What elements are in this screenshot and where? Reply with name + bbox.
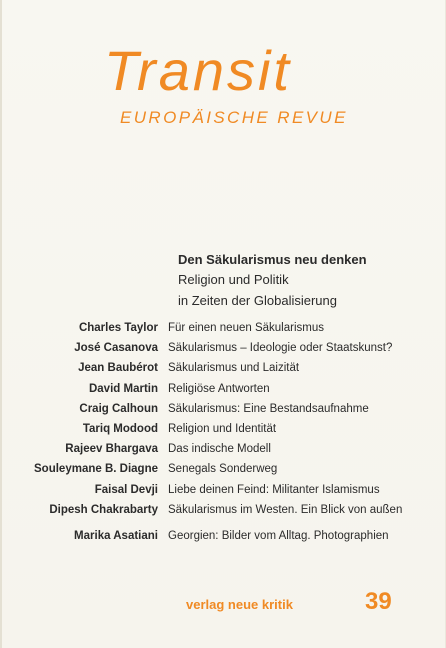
toc-row [0,399,446,419]
toc-title: Senegals Sonderweg [168,463,278,476]
toc-title: Religion und Identität [168,423,277,436]
toc-title: Für einen neuen Säkularismus [168,322,324,335]
publisher-name: verlag neue kritik [186,597,293,612]
toc-row [0,379,446,399]
toc-title: Säkularismus im Westen. Ein Blick von außen [168,503,403,516]
toc-row [0,358,446,378]
toc-row [0,480,446,500]
toc-title: Das indische Modell [168,443,271,456]
toc-author: Charles Taylor [78,322,158,335]
toc-row [0,318,446,338]
toc-author: Souleymane B. Diagne [34,463,158,476]
theme-subtitle-line1: Religion und Politik [178,272,289,287]
logo-title: Transit [104,39,292,102]
toc-title: Religiöse Antworten [168,382,270,395]
toc-author: Craig Calhoun [79,402,158,415]
toc-row [0,526,446,546]
toc-row [0,500,446,520]
toc-author: Tariq Modood [82,423,158,436]
theme-block [178,250,428,311]
toc-author: Rajeev Bhargava [65,443,158,456]
toc-row [0,419,446,439]
toc-author: Faisal Devji [94,483,158,496]
toc-title: Säkularismus – Ideologie oder Staatskunst? [168,342,393,355]
toc-title: Liebe deinen Feind: Militanter Islamismus [168,483,380,496]
toc-author: Dipesh Chakrabarty [49,503,158,516]
toc-title: Georgien: Bilder vom Alltag. Photographien [168,529,389,542]
toc-author: Marika Asatiani [74,529,158,542]
theme-title: Den Säkularismus neu denken [178,252,367,267]
table-of-contents [0,318,446,546]
toc-row [0,439,446,459]
theme-subtitle-line2: in Zeiten der Globalisierung [178,293,337,308]
toc-author: José Casanova [74,342,158,355]
logo-subtitle: EUROPÄISCHE REVUE [120,108,348,127]
toc-author: David Martin [88,382,158,395]
issue-number: 39 [365,588,392,615]
toc-author: Jean Baubérot [78,362,158,375]
toc-row [0,338,446,358]
toc-title: Säkularismus: Eine Bestandsaufnahme [168,402,369,415]
toc-title: Säkularismus und Laizität [168,362,300,375]
toc-row [0,459,446,479]
